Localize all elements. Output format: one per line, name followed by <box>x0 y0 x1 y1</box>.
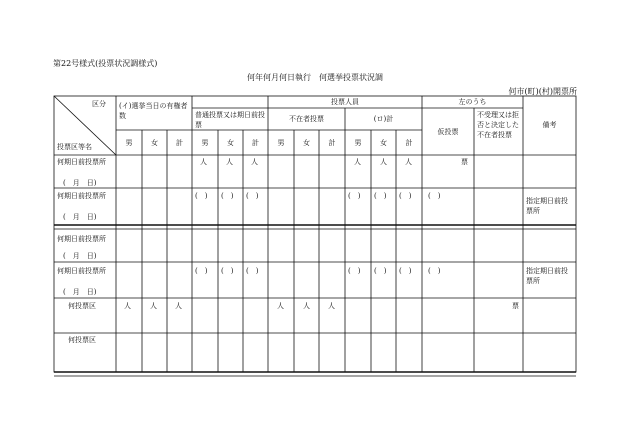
sub-male: 男 <box>125 139 133 147</box>
unit-person: 人 <box>405 158 412 166</box>
sub-sum: 計 <box>328 139 336 147</box>
sub-male: 男 <box>354 139 362 147</box>
unit-person: 人 <box>226 158 233 166</box>
row-date: ( 月 日) <box>63 179 97 187</box>
header-of-which: 左のうち <box>458 98 487 106</box>
paren-cell: ( ) <box>246 192 259 200</box>
sub-sum: 計 <box>252 139 259 147</box>
header-absentee: 不在者投票 <box>289 115 324 123</box>
header-provisional: 仮投票 <box>437 128 459 136</box>
unit-person: 人 <box>175 302 182 310</box>
paren-cell: ( ) <box>221 192 234 200</box>
paren-cell: ( ) <box>374 192 387 200</box>
row-label: 何期日前投票所 <box>57 192 106 200</box>
header-kubun: 区分 <box>92 100 106 108</box>
sub-female: 女 <box>303 139 310 147</box>
paren-cell: ( ) <box>348 192 361 200</box>
unit-person: 人 <box>328 302 335 310</box>
unit-vote: 票 <box>461 158 468 166</box>
paren-cell: ( ) <box>428 192 441 200</box>
row-label: 何期日前投票所 <box>57 158 106 166</box>
office-label: 何市(町)(村)開票所 <box>508 87 577 96</box>
unit-person: 人 <box>200 158 207 166</box>
header-total: (ロ)計 <box>373 115 394 123</box>
paren-cell: ( ) <box>374 267 387 275</box>
unit-person: 人 <box>150 302 157 310</box>
row-date: ( 月 日) <box>63 213 97 221</box>
sub-female: 女 <box>151 139 158 147</box>
remark-designated: 指定期日前投票所 <box>526 267 568 285</box>
row-district: 何投票区 <box>68 302 96 310</box>
header-rejected: 不受理又は拒否と決定した不在者投票 <box>477 111 519 139</box>
paren-cell: ( ) <box>399 267 412 275</box>
sub-sum: 計 <box>176 139 183 147</box>
unit-person: 人 <box>354 158 361 166</box>
unit-person: 人 <box>251 158 258 166</box>
paren-cell: ( ) <box>428 267 441 275</box>
header-voters: 投票人員 <box>331 98 359 106</box>
paren-cell: ( ) <box>221 267 234 275</box>
row-date: ( 月 日) <box>63 252 97 260</box>
row-date: ( 月 日) <box>63 288 97 296</box>
paren-cell: ( ) <box>195 267 208 275</box>
unit-person: 人 <box>380 158 387 166</box>
row-label: 何期日前投票所 <box>57 235 106 243</box>
form-title: 第22号様式(投票状況調様式) <box>53 59 158 68</box>
unit-vote: 票 <box>512 302 519 310</box>
document-title: 何年何月何日執行 何選挙投票状況調 <box>247 73 383 82</box>
row-district: 何投票区 <box>68 336 96 344</box>
paren-cell: ( ) <box>348 267 361 275</box>
sub-female: 女 <box>227 139 234 147</box>
paren-cell: ( ) <box>195 192 208 200</box>
unit-person: 人 <box>124 302 131 310</box>
header-normal: 普通投票又は期日前投票 <box>195 111 265 129</box>
header-station-name: 投票区等名 <box>57 143 92 151</box>
header-remarks: 備考 <box>542 121 557 129</box>
row-label: 何期日前投票所 <box>57 267 106 275</box>
unit-person: 人 <box>277 302 284 310</box>
paren-cell: ( ) <box>246 267 259 275</box>
sub-male: 男 <box>201 139 209 147</box>
sub-male: 男 <box>277 139 285 147</box>
paren-cell: ( ) <box>399 192 412 200</box>
header-eligible: (イ)選挙当日の有権者数 <box>119 102 188 120</box>
sub-sum: 計 <box>405 139 413 147</box>
remark-designated: 指定期日前投票所 <box>526 197 568 215</box>
sub-female: 女 <box>380 139 387 147</box>
unit-person: 人 <box>303 302 310 310</box>
